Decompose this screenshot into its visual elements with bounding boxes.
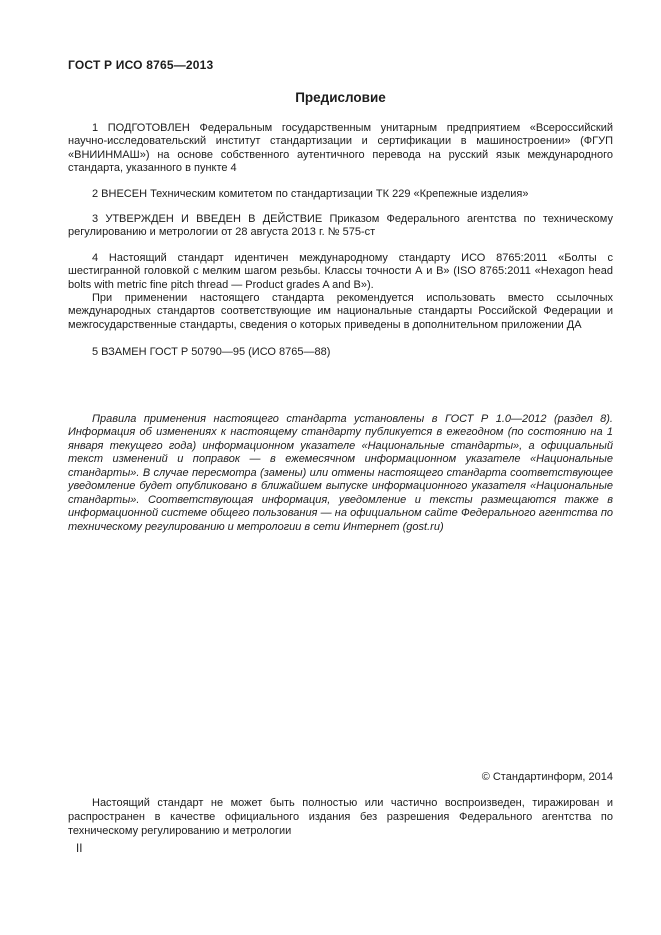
page-content bbox=[68, 58, 613, 534]
page-number: II bbox=[76, 843, 83, 855]
document-code-header: ГОСТ Р ИСО 8765—2013 bbox=[68, 58, 214, 72]
application-rules-note: Правила применения настоящего стандарта установлены в ГОСТ Р 1.0—2012 (раздел 8). Информация об изменениях к настоящему стандарту публикуется в ежегодном (по состоянию на 1 января текущего года) информационном указателе «Национальные стандарты», а официальный текст изменений и поправок — в ежемесячном информационном указателе «Национальные стандарты». В случае пересмотра (замены) или отмены настоящего стандарта соответствующее уведомление будет опубликовано в ближайшем выпуске информационного указателя «Национальные стандарты». Соответствующая информация, уведомление и тексты размещаются также в информационной системе общего пользования — на официальном сайте Федерального агентства по техническому регулированию и метрологии в сети Интернет (gost.ru) bbox=[68, 412, 613, 533]
foreword-item-4: 4 Настоящий стандарт идентичен международному стандарту ИСО 8765:2011 «Болты с шестигранной головкой с мелким шагом резьбы. Классы точности А и В» (ISO 8765:2011 «Hexagon head bolts with metric fine pitch thread — Product grades A and B»). bbox=[68, 251, 613, 291]
foreword-item-1: 1 ПОДГОТОВЛЕН Федеральным государственным унитарным предприятием «Всероссийский научно-исследовательский институт стандартизации и сертификации в машиностроении» (ФГУП «ВНИИНМАШ») на основе собственного аутентичного перевода на русский язык международного стандарта, указанного в пункте 4 bbox=[68, 122, 613, 175]
foreword-item-3: 3 УТВЕРЖДЕН И ВВЕДЕН В ДЕЙСТВИЕ Приказом Федерального агентства по техническому регулированию и метрологии от 28 августа 2013 г. № 575-ст bbox=[68, 213, 613, 239]
foreword-item-2: 2 ВНЕСЕН Техническим комитетом по стандартизации ТК 229 «Крепежные изделия» bbox=[92, 187, 529, 200]
foreword-item-5: 5 ВЗАМЕН ГОСТ Р 50790—95 (ИСО 8765—88) bbox=[92, 346, 331, 359]
reproduction-notice: Настоящий стандарт не может быть полностью или частично воспроизведен, тиражирован и распространен в качестве официального издания без разрешения Федерального агентства по техническому регулированию и метрологии bbox=[68, 797, 613, 837]
page-title: Предисловие bbox=[295, 90, 386, 105]
foreword-item-4-continued: При применении настоящего стандарта рекомендуется использовать вместо ссылочных международных стандартов соответствующие им национальные стандарты Российской Федерации и межгосударственные стандарты, сведения о которых приведены в дополнительном приложении ДА bbox=[68, 292, 613, 331]
copyright-line: © Стандартинформ, 2014 bbox=[481, 771, 613, 783]
